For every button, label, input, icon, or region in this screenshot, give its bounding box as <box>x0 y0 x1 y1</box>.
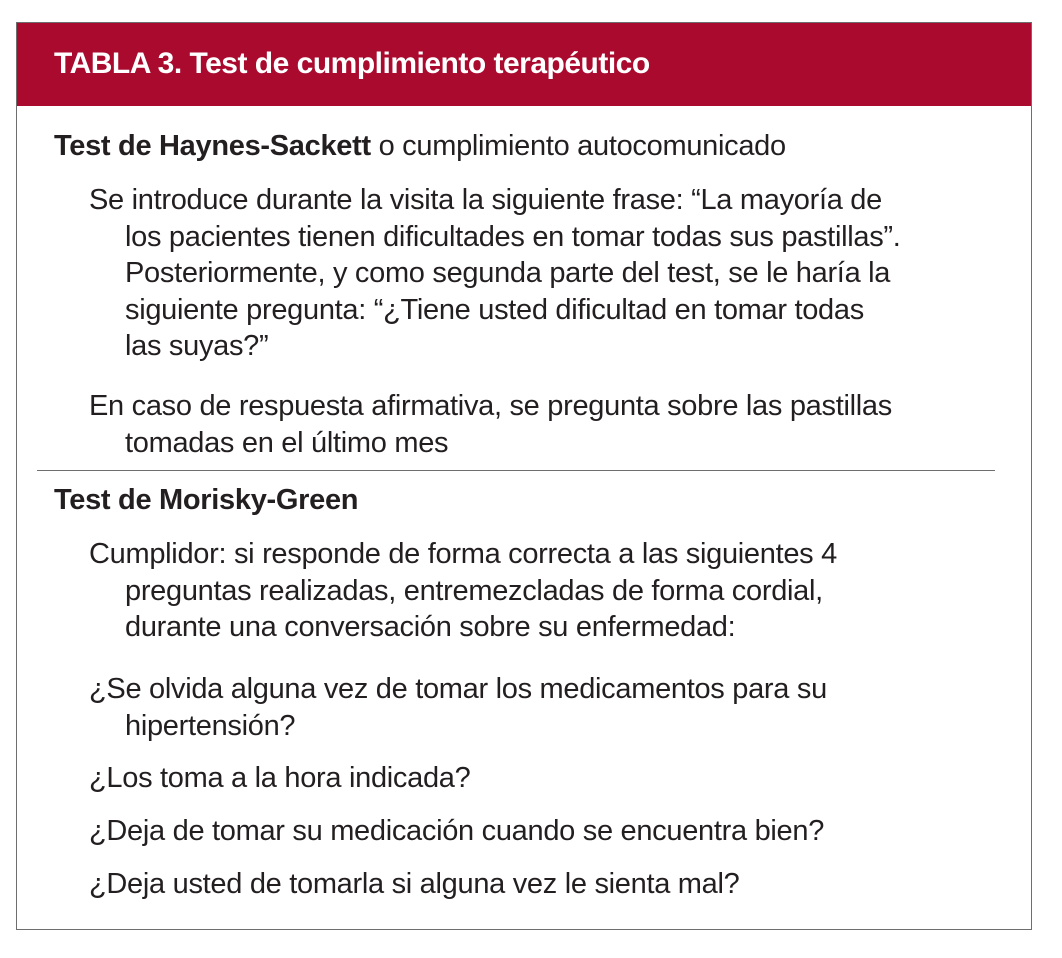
question-2 <box>89 760 1009 797</box>
section-title-haynes-sackett <box>54 128 786 164</box>
text-line: durante una conversación sobre su enfermedad: <box>125 611 736 643</box>
section-title-morisky-green <box>54 482 358 518</box>
table-title: TABLA 3. Test de cumplimiento terapéutico <box>54 47 650 80</box>
text-line: En caso de respuesta afirmativa, se pregunta sobre las pastillas <box>89 390 892 422</box>
table-body <box>17 106 1031 929</box>
text-line: preguntas realizadas, entremezcladas de forma cordial, <box>125 574 823 607</box>
section-title-bold: Test de Haynes-Sackett <box>54 130 371 162</box>
text-line: ¿Se olvida alguna vez de tomar los medicamentos para su <box>89 673 827 705</box>
section-title-bold: Test de Morisky-Green <box>54 484 359 516</box>
text-line: ¿Deja usted de tomarla si alguna vez le sienta mal? <box>89 868 740 900</box>
question-3 <box>89 813 1009 850</box>
paragraph-haynes-followup <box>89 388 1009 461</box>
text-line: Se introduce durante la visita la siguiente frase: “La mayoría de <box>89 184 882 216</box>
paragraph-haynes-intro <box>89 182 1009 365</box>
text-line: ¿Los toma a la hora indicada? <box>89 762 471 794</box>
text-line: Posteriormente, y como segunda parte del test, se le haría la <box>125 257 891 289</box>
text-line: las suyas?” <box>125 330 269 362</box>
text-line: siguiente pregunta: “¿Tiene usted dificultad en tomar todas <box>125 293 864 326</box>
section-title-rest: o cumplimiento autocomunicado <box>370 130 786 162</box>
table-header-bar <box>17 23 1031 106</box>
question-4 <box>89 866 1009 903</box>
text-line: hipertensión? <box>125 709 296 742</box>
text-line: ¿Deja de tomar su medicación cuando se encuentra bien? <box>89 815 825 847</box>
text-line: tomadas en el último mes <box>125 426 449 459</box>
section-divider <box>37 470 995 471</box>
paragraph-morisky-intro <box>89 536 1009 646</box>
text-line: los pacientes tienen dificultades en tomar todas sus pastillas”. <box>125 220 901 253</box>
table-3 <box>16 22 1032 930</box>
question-1 <box>89 671 1009 744</box>
text-line: Cumplidor: si responde de forma correcta a las siguientes 4 <box>89 538 837 570</box>
